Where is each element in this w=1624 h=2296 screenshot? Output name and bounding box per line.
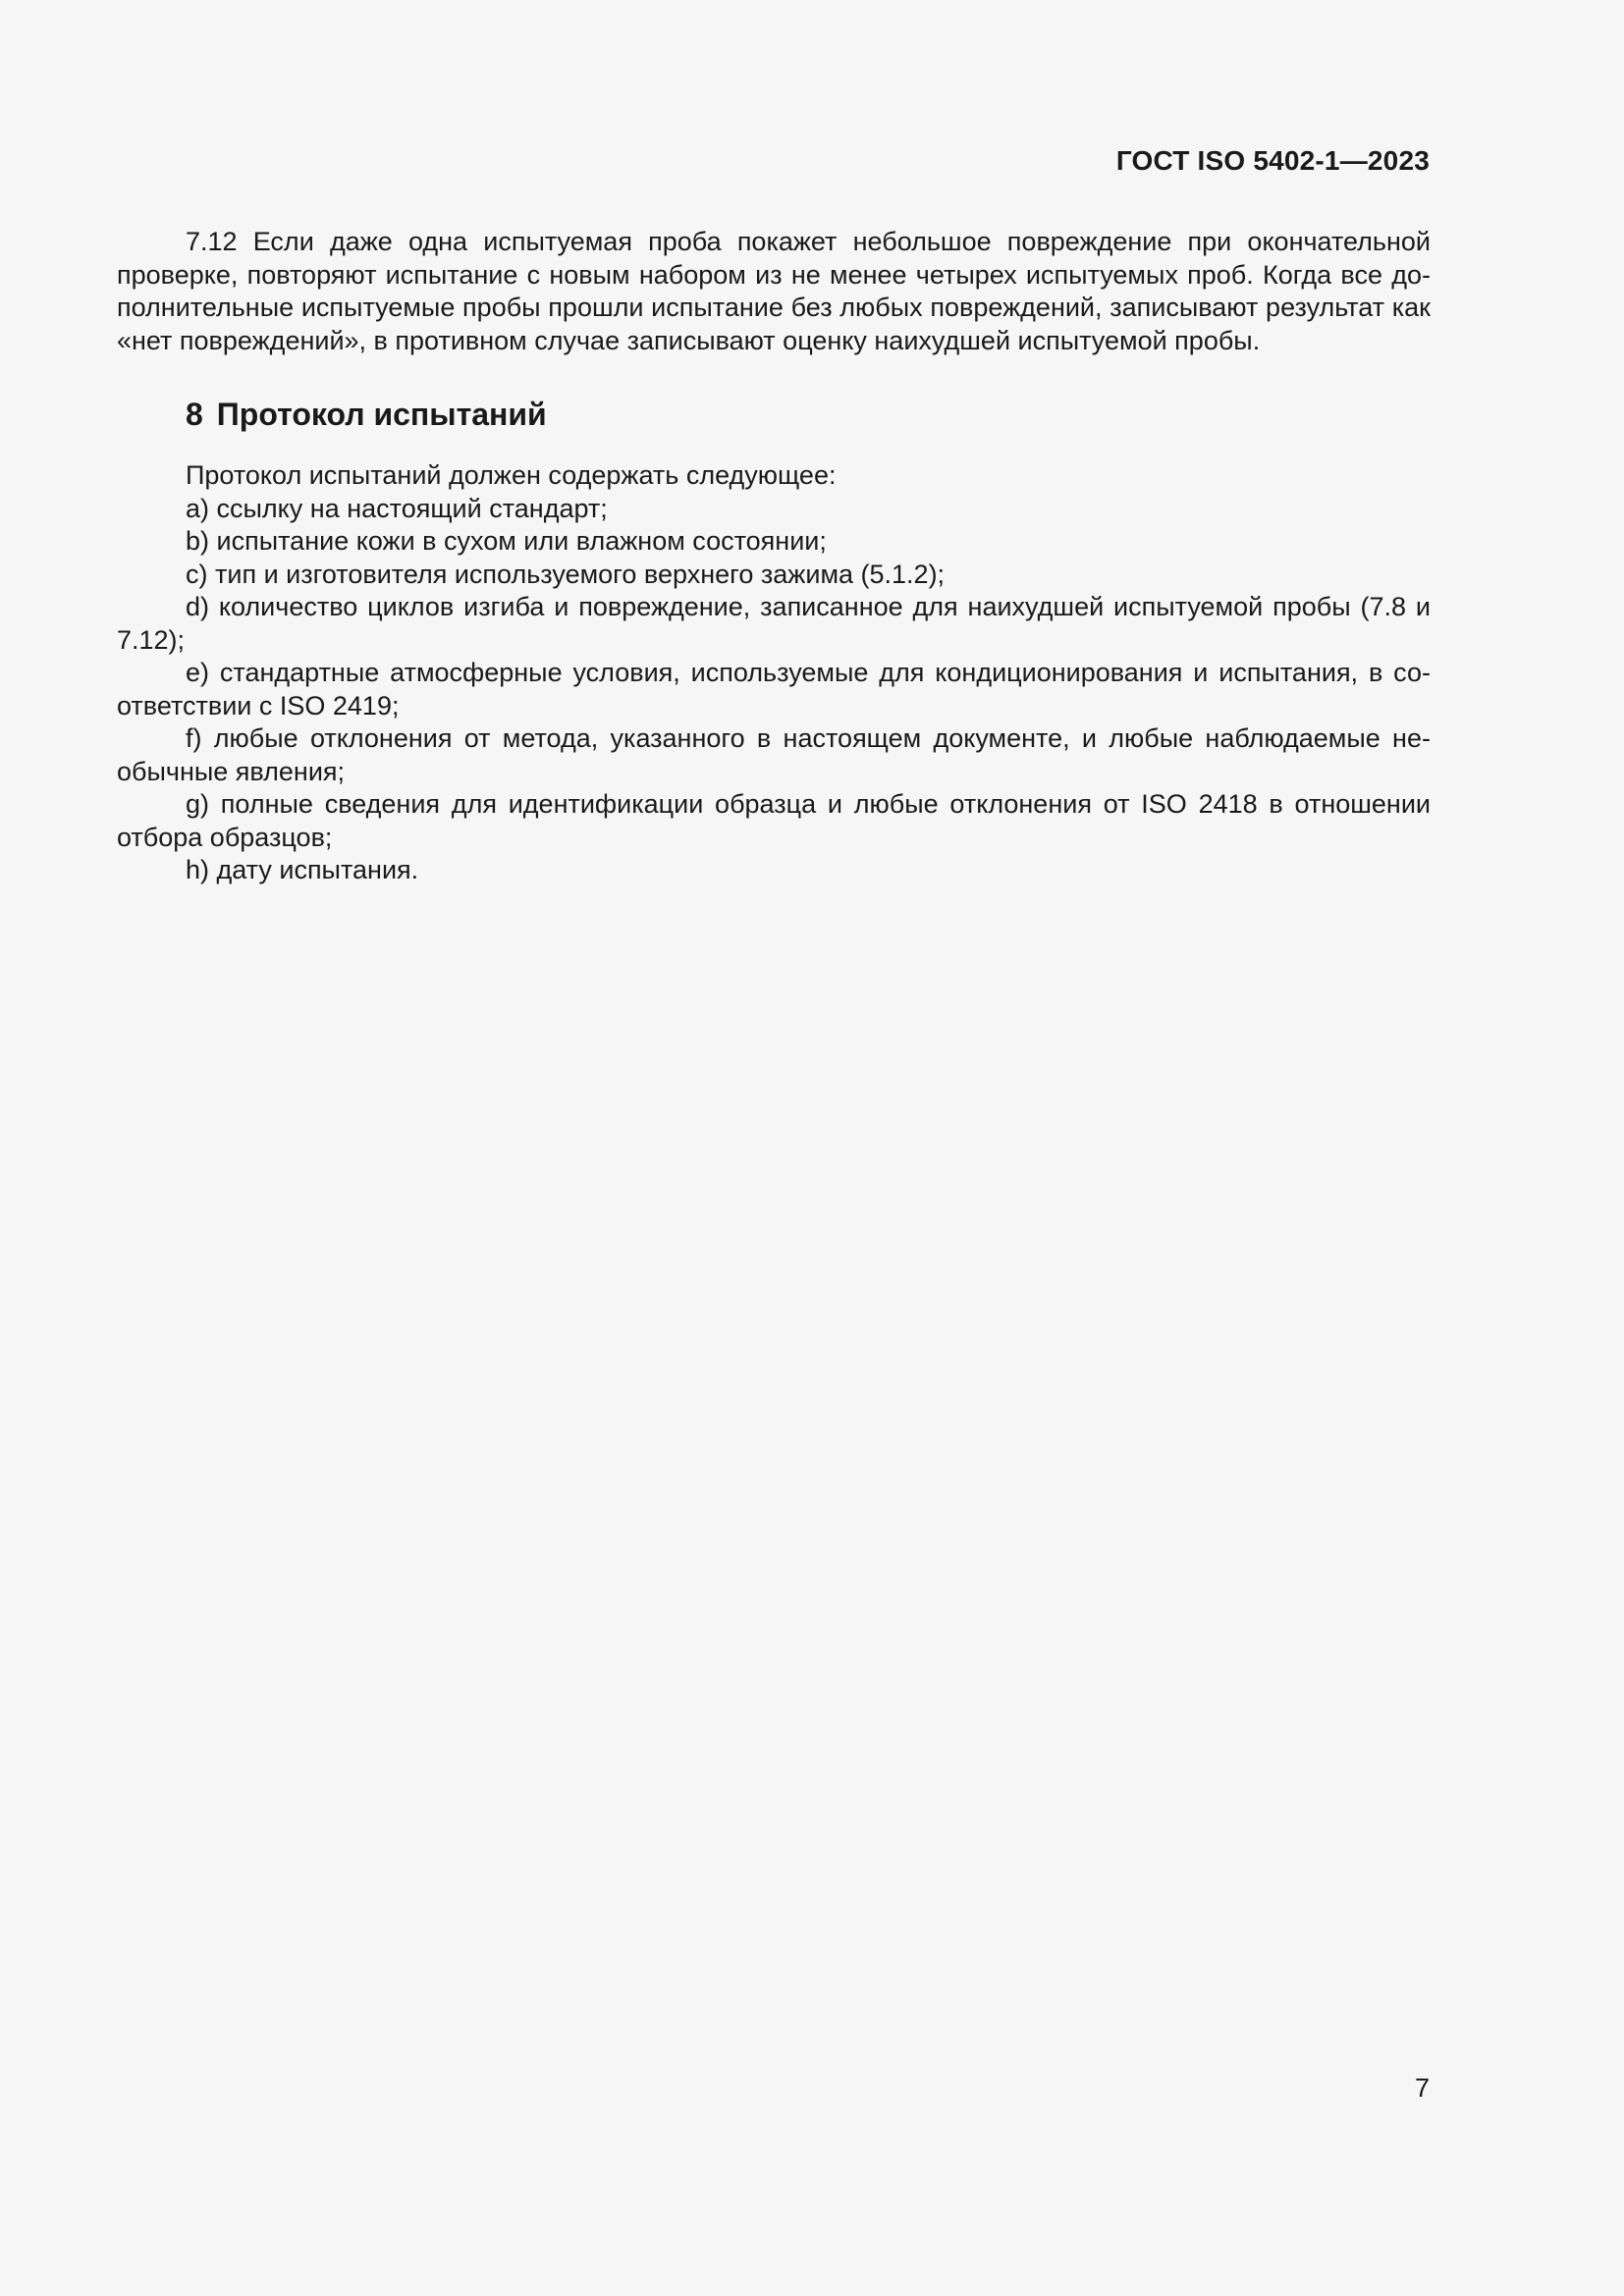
list-item-g: g) полные сведения для идентификации образца и любые отклонения от ISO 2418 в отношении отбора образцов; bbox=[117, 789, 1431, 852]
section-number: 8 bbox=[186, 397, 203, 432]
section-8-heading bbox=[186, 397, 547, 433]
list-item-d: d) количество циклов изгиба и повреждение, записанное для наихудшей испытуемой пробы (7.8 и 7.12); bbox=[117, 592, 1431, 655]
protocol-contents bbox=[117, 459, 1431, 887]
list-item-c: c) тип и изготовителя используемого верхнего зажима (5.1.2); bbox=[186, 559, 946, 589]
page-number: 7 bbox=[1414, 2073, 1430, 2103]
list-item-e: e) стандартные атмосферные условия, используемые для кондиционирования и испытания, в соответствии с ISO 2419; bbox=[117, 658, 1431, 721]
protocol-intro: Протокол испытаний должен содержать следующее: bbox=[186, 460, 837, 490]
list-item-b: b) испытание кожи в сухом или влажном состоянии; bbox=[186, 526, 827, 556]
list-item-a: a) ссылку на настоящий стандарт; bbox=[186, 493, 608, 523]
section-title: Протокол испытаний bbox=[216, 397, 547, 432]
clause-7-12-paragraph: 7.12 Если даже одна испытуемая проба покажет небольшое повреждение при окончательной проверке, повторяют испытание с новым набором из не менее четырех испытуемых проб. Когда все дополнительные испытуемые пробы прошли испытание без любых повреждений, записывают результат как «нет повреждений», в противном случае записывают оценку наихудшей испытуемой пробы. bbox=[117, 227, 1431, 355]
list-item-h: h) дату испытания. bbox=[186, 855, 419, 884]
standard-code-header: ГОСТ ISO 5402-1—2023 bbox=[1115, 145, 1430, 176]
list-item-f: f) любые отклонения от метода, указанного в настоящем документе, и любые наблюдаемые необычные явления; bbox=[117, 723, 1431, 786]
